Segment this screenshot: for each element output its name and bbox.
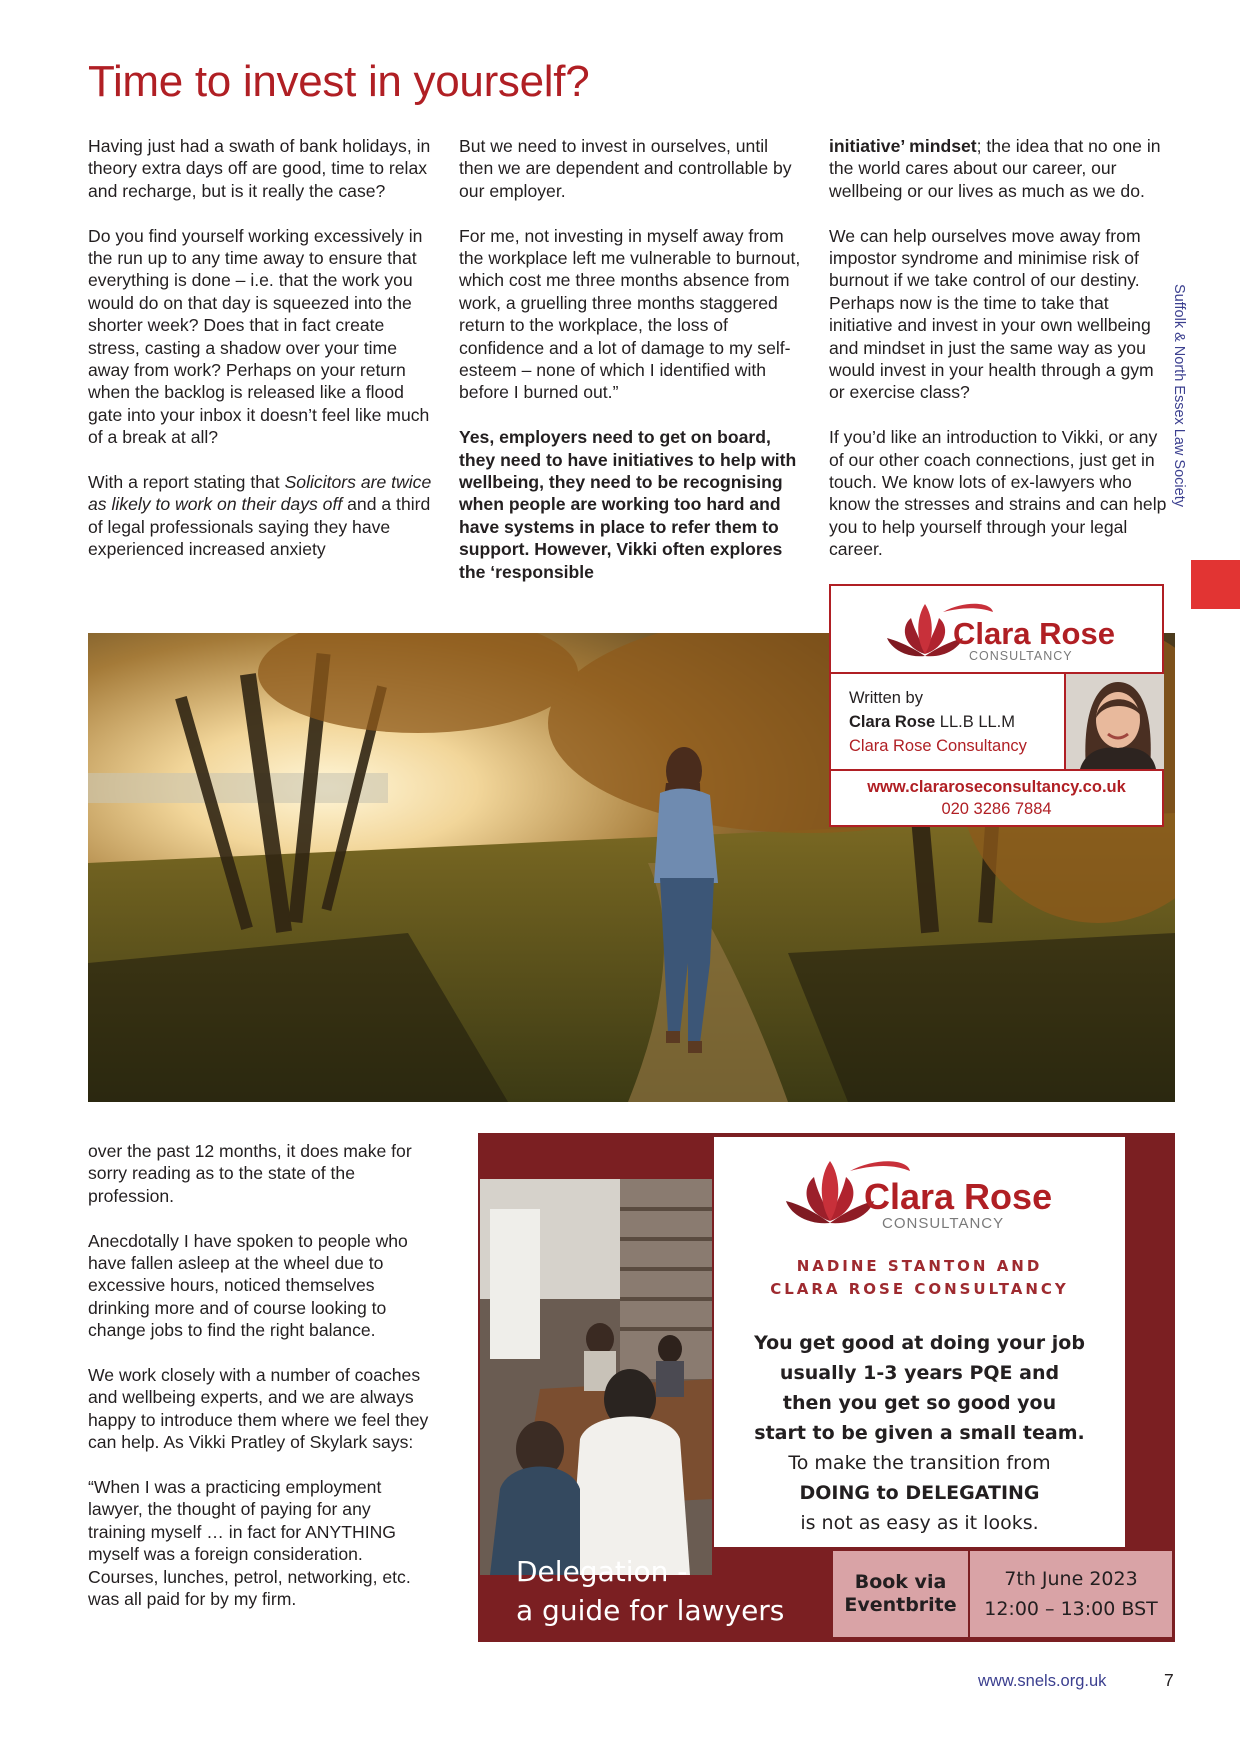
paragraph-bold: Yes, employers need to get on board, they need to have initiatives to help with wellbeing, they need to be recognising when people are working too hard and have systems in place to refer them to support. However, Vikki often explores the ‘responsible bbox=[459, 427, 797, 582]
article-column-3 bbox=[829, 135, 1174, 561]
advert-body: You get good at doing your job usually 1-3 years PQE and then you get so good you start to be given a small team. To make the transition from DOING to DELEGATING is not as easy as it looks. bbox=[754, 1332, 1085, 1534]
paragraph: If you’d like an introduction to Vikki, or any of our other coach connections, just get in touch. We know lots of ex-lawyers who know the stresses and strains and can help you to help yourself through your legal career. bbox=[829, 427, 1167, 560]
delegation-advert bbox=[478, 1133, 1175, 1642]
paragraph: We work closely with a number of coaches and wellbeing experts, and we are always happy to introduce them where we feel they can help. As Vikki Pratley of Skylark says: bbox=[88, 1365, 429, 1453]
website-link[interactable]: www.clararoseconsultancy.co.uk bbox=[867, 778, 1126, 796]
author-company: Clara Rose Consultancy bbox=[849, 737, 1027, 755]
svg-text:Clara Rose: Clara Rose bbox=[864, 1176, 1053, 1217]
article-title: Time to invest in yourself? bbox=[88, 57, 590, 106]
side-color-tab bbox=[1191, 560, 1240, 609]
advert-heading: NADINE STANTON AND CLARA ROSE CONSULTANCY bbox=[770, 1257, 1069, 1298]
article-column-1 bbox=[88, 135, 433, 561]
page-number: 7 bbox=[1164, 1670, 1174, 1690]
event-date-time: 7th June 2023 12:00 – 13:00 BST bbox=[970, 1551, 1172, 1637]
footer-website-link[interactable]: www.snels.org.uk bbox=[978, 1672, 1107, 1690]
paragraph: initiative’ mindset; the idea that no one in the world cares about our career, our wellbeing or our lives as much as we do. bbox=[829, 136, 1161, 201]
advert-panel bbox=[714, 1137, 1125, 1547]
paragraph: Anecdotally I have spoken to people who have fallen asleep at the wheel due to excessive hours, noticed themselves drinking more and of course looking to change jobs to find the right balance. bbox=[88, 1230, 408, 1341]
phone-number: 020 3286 7884 bbox=[941, 800, 1052, 818]
book-via-eventbrite-button[interactable]: Book via Eventbrite bbox=[833, 1551, 968, 1637]
paragraph: But we need to invest in ourselves, until then we are dependent and controllable by our employer. bbox=[459, 136, 792, 201]
svg-text:CONSULTANCY: CONSULTANCY bbox=[969, 649, 1073, 663]
italic-quote: Solicitors are twice as likely to work on their days off bbox=[88, 472, 432, 515]
author-card bbox=[829, 584, 1164, 827]
paragraph: Having just had a swath of bank holidays, in theory extra days off are good, time to relax and recharge, but is it really the case? bbox=[88, 136, 431, 201]
article-column-4 bbox=[88, 1140, 433, 1610]
paragraph: We can help ourselves move away from impostor syndrome and minimise risk of burnout if we take control of our destiny. Perhaps now is the time to take that initiative and invest in your own wellbeing and mindset in just the same way as you would invest in your health through a gym or exercise class? bbox=[829, 225, 1154, 403]
paragraph: With a report stating that Solicitors are twice as likely to work on their days off and a third of legal professionals saying they have experienced increased anxiety bbox=[88, 472, 432, 560]
article-column-2 bbox=[459, 135, 804, 583]
author-name: Clara Rose bbox=[849, 713, 936, 731]
author-portrait bbox=[1064, 674, 1164, 769]
paragraph: “When I was a practicing employment lawyer, the thought of paying for any training myself … in fact for ANYTHING myself was a foreign consideration. Courses, lunches, petrol, networking, etc. was all paid for by my firm. bbox=[88, 1477, 411, 1610]
side-publication-label: Suffolk & North Essex Law Society bbox=[1171, 284, 1187, 507]
paragraph: over the past 12 months, it does make for sorry reading as to the state of the profession. bbox=[88, 1141, 412, 1206]
course-title: Delegation - a guide for lawyers bbox=[516, 1555, 785, 1627]
clara-rose-logo bbox=[784, 1155, 1054, 1239]
paragraph: For me, not investing in myself away from the workplace left me vulnerable to burnout, which cost me three months absence from work, a gruelling three months staggered return to the workplace, the loss of confidence and a lot of damage to my self-esteem – none of which I identified with before I burned out.” bbox=[459, 225, 801, 403]
svg-text:CONSULTANCY: CONSULTANCY bbox=[882, 1215, 1005, 1232]
card-divider bbox=[831, 769, 1162, 771]
author-credit: Written by Clara Rose LL.B LL.M Clara Rose Consultancy bbox=[849, 686, 1027, 758]
clara-rose-logo bbox=[885, 598, 1115, 670]
paragraph: Do you find yourself working excessively in the run up to any time away to ensure that everything is done – i.e. that the work you would do on that day is squeezed into the shorter week? Does that in fact create stress, casting a shadow over your time away from work? Perhaps on your return when the backlog is released like a flood gate into your inbox it doesn’t feel like much of a break at all? bbox=[88, 225, 430, 448]
office-meeting-photo bbox=[480, 1179, 712, 1575]
svg-text:Clara Rose: Clara Rose bbox=[953, 616, 1115, 651]
